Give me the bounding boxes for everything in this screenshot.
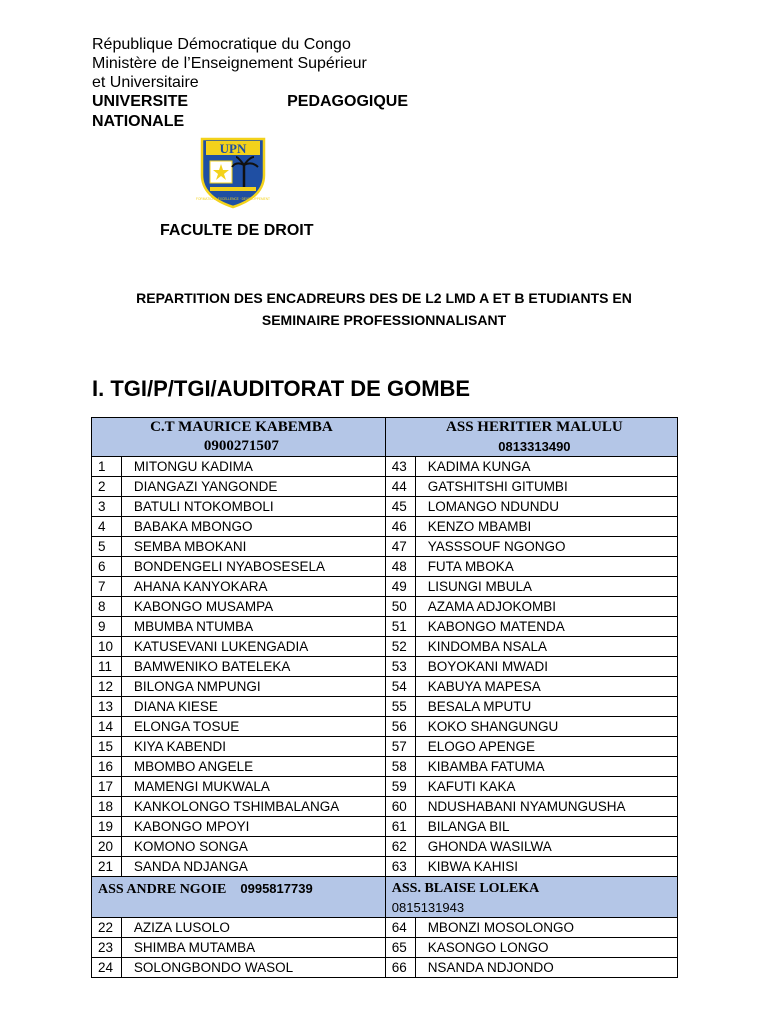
student-number: 50 <box>385 597 415 617</box>
table-row <box>92 918 678 938</box>
student-name: BESALA MPUTU <box>415 697 677 717</box>
header-ministry: Ministère de l’Enseignement Supérieur <box>92 55 367 72</box>
student-number: 22 <box>92 918 122 938</box>
student-number: 65 <box>385 938 415 958</box>
student-number: 47 <box>385 537 415 557</box>
student-name: BILONGA NMPUNGI <box>121 677 385 697</box>
student-name: BABAKA MBONGO <box>121 517 385 537</box>
student-number: 1 <box>92 457 122 477</box>
student-name: KIYA KABENDI <box>121 737 385 757</box>
student-name: DIANGAZI YANGONDE <box>121 477 385 497</box>
table-row <box>92 958 678 978</box>
supervisor-phone: 0900271507 <box>203 438 279 454</box>
upn-logo <box>196 135 270 209</box>
table-row <box>92 637 678 657</box>
student-name: SANDA NDJANGA <box>121 857 385 877</box>
student-name: FUTA MBOKA <box>415 557 677 577</box>
table-row <box>92 717 678 737</box>
student-number: 66 <box>385 958 415 978</box>
assignment-table <box>91 417 678 978</box>
student-number: 64 <box>385 918 415 938</box>
table-row <box>92 777 678 797</box>
student-number: 8 <box>92 597 122 617</box>
table-row <box>92 537 678 557</box>
group2-left-head <box>92 877 386 918</box>
student-number: 15 <box>92 737 122 757</box>
student-number: 12 <box>92 677 122 697</box>
student-name: KOKO SHANGUNGU <box>415 717 677 737</box>
table-row <box>92 797 678 817</box>
faculty-title: FACULTE DE DROIT <box>160 222 314 239</box>
table-row <box>92 457 678 477</box>
table-row <box>92 817 678 837</box>
student-number: 48 <box>385 557 415 577</box>
student-number: 53 <box>385 657 415 677</box>
student-name: MAMENGI MUKWALA <box>121 777 385 797</box>
group1-left-head <box>92 418 386 457</box>
university-left: UNIVERSITE <box>92 93 189 110</box>
student-number: 43 <box>385 457 415 477</box>
student-name: ELOGO APENGE <box>415 737 677 757</box>
student-name: KABONGO MUSAMPA <box>121 597 385 617</box>
header-ministry-cont: et Universitaire <box>92 74 199 91</box>
student-number: 2 <box>92 477 122 497</box>
student-name: SEMBA MBOKANI <box>121 537 385 557</box>
student-name: DIANA KIESE <box>121 697 385 717</box>
student-number: 4 <box>92 517 122 537</box>
supervisor-name: ASS HERITIER MALULU <box>446 419 623 435</box>
university-right: PEDAGOGIQUE <box>287 93 408 110</box>
student-number: 44 <box>385 477 415 497</box>
student-number: 62 <box>385 837 415 857</box>
student-name: KAFUTI KAKA <box>415 777 677 797</box>
student-number: 60 <box>385 797 415 817</box>
document-subtitle <box>100 287 668 331</box>
student-number: 24 <box>92 958 122 978</box>
supervisor-phone: 0815131943 <box>391 900 465 915</box>
university-name-row <box>92 93 408 111</box>
student-name: GHONDA WASILWA <box>415 837 677 857</box>
table-row <box>92 657 678 677</box>
student-number: 49 <box>385 577 415 597</box>
student-number: 10 <box>92 637 122 657</box>
student-name: LOMANGO NDUNDU <box>415 497 677 517</box>
student-name: KOMONO SONGA <box>121 837 385 857</box>
student-name: KABONGO MATENDA <box>415 617 677 637</box>
student-name: KIBWA KAHISI <box>415 857 677 877</box>
student-number: 7 <box>92 577 122 597</box>
student-name: KADIMA KUNGA <box>415 457 677 477</box>
student-name: BILANGA BIL <box>415 817 677 837</box>
header-country: République Démocratique du Congo <box>92 36 351 53</box>
student-number: 23 <box>92 938 122 958</box>
table-row <box>92 857 678 877</box>
table-row <box>92 757 678 777</box>
table-row <box>92 517 678 537</box>
student-name: GATSHITSHI GITUMBI <box>415 477 677 497</box>
student-name: AHANA KANYOKARA <box>121 577 385 597</box>
student-number: 18 <box>92 797 122 817</box>
student-name: KABUYA MAPESA <box>415 677 677 697</box>
table-row <box>92 557 678 577</box>
student-number: 58 <box>385 757 415 777</box>
student-number: 54 <box>385 677 415 697</box>
supervisor-phone: 0813313490 <box>498 439 571 454</box>
student-name: AZAMA ADJOKOMBI <box>415 597 677 617</box>
student-name: BOYOKANI MWADI <box>415 657 677 677</box>
student-number: 16 <box>92 757 122 777</box>
supervisor-phone: 0995817739 <box>240 881 313 896</box>
student-name: NSANDA NDJONDO <box>415 958 677 978</box>
student-name: KIBAMBA FATUMA <box>415 757 677 777</box>
student-number: 21 <box>92 857 122 877</box>
section-title: I. TGI/P/TGI/AUDITORAT DE GOMBE <box>92 376 471 401</box>
student-name: LISUNGI MBULA <box>415 577 677 597</box>
university-name-line2: NATIONALE <box>92 113 185 130</box>
student-number: 63 <box>385 857 415 877</box>
student-name: SHIMBA MUTAMBA <box>121 938 385 958</box>
group2-right-head <box>385 877 677 918</box>
student-number: 20 <box>92 837 122 857</box>
student-number: 3 <box>92 497 122 517</box>
student-number: 17 <box>92 777 122 797</box>
student-name: KINDOMBA NSALA <box>415 637 677 657</box>
student-number: 11 <box>92 657 122 677</box>
student-name: ELONGA TOSUE <box>121 717 385 737</box>
student-number: 55 <box>385 697 415 717</box>
supervisor-name: ASS ANDRE NGOIE <box>98 882 227 897</box>
student-number: 51 <box>385 617 415 637</box>
group2-header-row <box>92 877 678 918</box>
table-row <box>92 938 678 958</box>
student-number: 19 <box>92 817 122 837</box>
student-name: YASSSOUF NGONGO <box>415 537 677 557</box>
table-row <box>92 577 678 597</box>
student-name: BATULI NTOKOMBOLI <box>121 497 385 517</box>
student-name: BONDENGELI NYABOSESELA <box>121 557 385 577</box>
table-row <box>92 737 678 757</box>
student-number: 57 <box>385 737 415 757</box>
logo-text: UPN <box>219 141 247 156</box>
student-name: AZIZA LUSOLO <box>121 918 385 938</box>
student-name: BAMWENIKO BATELEKA <box>121 657 385 677</box>
student-name: MITONGU KADIMA <box>121 457 385 477</box>
table-row <box>92 477 678 497</box>
student-name: SOLONGBONDO WASOL <box>121 958 385 978</box>
supervisor-name: ASS. BLAISE LOLEKA <box>391 881 540 896</box>
student-name: KABONGO MPOYI <box>121 817 385 837</box>
student-number: 46 <box>385 517 415 537</box>
table-row <box>92 677 678 697</box>
student-number: 5 <box>92 537 122 557</box>
student-name: KATUSEVANI LUKENGADIA <box>121 637 385 657</box>
student-number: 13 <box>92 697 122 717</box>
logo-motto: FORMATION · EXCELLENCE · DEVELOPPEMENT <box>196 197 270 201</box>
student-number: 6 <box>92 557 122 577</box>
student-name: MBOMBO ANGELE <box>121 757 385 777</box>
table-row <box>92 837 678 857</box>
group1-right-head <box>385 418 677 457</box>
group1-header-row <box>92 418 678 457</box>
student-number: 9 <box>92 617 122 637</box>
subtitle-line2: SEMINAIRE PROFESSIONNALISANT <box>261 312 507 328</box>
student-number: 52 <box>385 637 415 657</box>
student-name: KASONGO LONGO <box>415 938 677 958</box>
student-number: 56 <box>385 717 415 737</box>
table-row <box>92 697 678 717</box>
supervisor-name: C.T MAURICE KABEMBA <box>150 419 333 435</box>
student-name: NDUSHABANI NYAMUNGUSHA <box>415 797 677 817</box>
student-number: 45 <box>385 497 415 517</box>
table-row <box>92 497 678 517</box>
student-name: MBONZI MOSOLONGO <box>415 918 677 938</box>
student-number: 59 <box>385 777 415 797</box>
student-name: KANKOLONGO TSHIMBALANGA <box>121 797 385 817</box>
student-number: 61 <box>385 817 415 837</box>
table-row <box>92 597 678 617</box>
student-name: KENZO MBAMBI <box>415 517 677 537</box>
student-number: 14 <box>92 717 122 737</box>
subtitle-line1: REPARTITION DES ENCADREURS DES DE L2 LMD A ET B ETUDIANTS EN <box>136 290 632 306</box>
table-row <box>92 617 678 637</box>
student-name: MBUMBA NTUMBA <box>121 617 385 637</box>
